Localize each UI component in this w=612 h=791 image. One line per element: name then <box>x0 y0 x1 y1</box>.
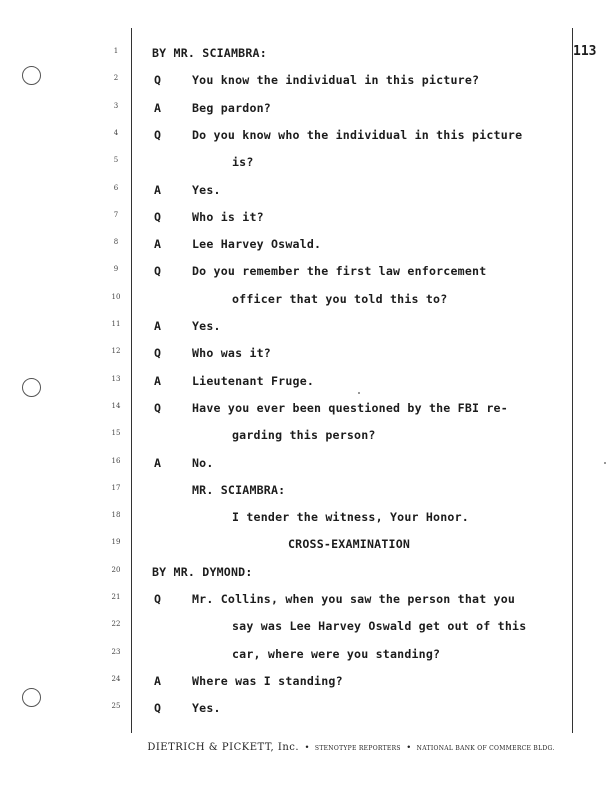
line-number: 6 <box>113 183 119 192</box>
page-number: 113 <box>573 44 597 59</box>
transcript-line: Yes. <box>192 701 221 716</box>
transcript-line: officer that you told this to? <box>232 291 448 306</box>
transcript-line: Who is it? <box>192 209 264 224</box>
line-number: 24 <box>111 674 121 683</box>
transcript-line: Where was I standing? <box>192 673 343 688</box>
speaker-marker: Q <box>154 400 162 415</box>
line-number: 11 <box>111 320 121 328</box>
speaker-marker: Q <box>154 127 162 142</box>
speaker-marker: A <box>154 182 162 197</box>
line-number: 22 <box>111 620 121 629</box>
transcript-line: No. <box>192 455 214 470</box>
transcript-line: car, where were you standing? <box>232 646 441 661</box>
binder-hole-bottom <box>22 688 41 707</box>
footer <box>131 742 571 753</box>
line-number: 15 <box>111 429 121 438</box>
transcript-line: Lee Harvey Oswald. <box>192 237 322 252</box>
scan-speck <box>358 392 360 394</box>
line-number: 8 <box>113 238 119 247</box>
line-number: 19 <box>111 538 121 547</box>
transcript-line: Have you ever been questioned by the FBI re- <box>192 400 508 415</box>
speaker-marker: A <box>154 237 162 252</box>
line-number: 2 <box>113 74 119 83</box>
transcript-line: Lieutenant Fruge. <box>192 373 315 388</box>
speaker-marker: A <box>154 673 162 688</box>
footer-firm: DIETRICH & PICKETT, Inc. <box>147 742 300 753</box>
transcript-line: Do you know who the individual in this picture <box>192 127 523 142</box>
transcript-line: Yes. <box>192 319 221 333</box>
line-number: 23 <box>111 647 121 656</box>
transcript-line: BY MR. DYMOND: <box>152 564 253 579</box>
transcript-line: BY MR. SCIAMBRA: <box>152 46 267 60</box>
transcript-line: Who was it? <box>192 346 271 361</box>
line-number: 13 <box>111 374 121 383</box>
transcript-line: CROSS-EXAMINATION <box>288 537 411 552</box>
transcript-line: I tender the witness, Your Honor. <box>232 510 469 525</box>
footer-service: STENOTYPE REPORTERS <box>314 745 401 752</box>
speaker-marker: Q <box>154 701 162 716</box>
line-number: 1 <box>113 47 119 55</box>
transcript-line: MR. SCIAMBRA: <box>192 482 286 497</box>
transcript-line: Yes. <box>192 182 221 197</box>
line-number: 18 <box>111 511 121 520</box>
speaker-marker: Q <box>154 592 162 606</box>
line-number: 21 <box>111 593 121 601</box>
transcript-line: say was Lee Harvey Oswald get out of this <box>232 619 527 634</box>
scan-speck <box>604 462 606 464</box>
speaker-marker: Q <box>154 73 162 88</box>
speaker-marker: Q <box>154 346 162 361</box>
speaker-marker: A <box>154 455 162 470</box>
line-number: 25 <box>111 702 121 711</box>
transcript-line: Do you remember the first law enforcement <box>192 264 487 279</box>
line-number: 7 <box>113 210 119 219</box>
binder-hole-middle <box>22 378 41 397</box>
line-number: 12 <box>111 347 121 356</box>
line-number: 9 <box>113 265 119 274</box>
line-number: 17 <box>111 483 121 492</box>
footer-separator: • <box>406 743 412 753</box>
line-number: 4 <box>113 128 119 137</box>
speaker-marker: Q <box>154 209 162 224</box>
line-number: 10 <box>111 292 121 301</box>
footer-separator: • <box>304 743 310 753</box>
line-number: 20 <box>111 565 121 574</box>
binder-hole-top <box>22 66 41 85</box>
transcript-line: Mr. Collins, when you saw the person that you <box>192 592 516 606</box>
transcript-line: is? <box>232 155 254 170</box>
speaker-marker: Q <box>154 264 162 279</box>
speaker-marker: A <box>154 100 162 115</box>
speaker-marker: A <box>154 373 162 388</box>
transcript-line: You know the individual in this picture? <box>192 73 480 88</box>
transcript-line: Beg pardon? <box>192 100 271 115</box>
speaker-marker: A <box>154 319 162 333</box>
line-number: 16 <box>111 456 121 465</box>
line-number: 14 <box>111 401 121 410</box>
transcript-line: garding this person? <box>232 428 376 443</box>
line-number: 5 <box>113 156 119 165</box>
footer-address: NATIONAL BANK OF COMMERCE BLDG. <box>416 745 555 752</box>
line-number: 3 <box>113 101 119 110</box>
